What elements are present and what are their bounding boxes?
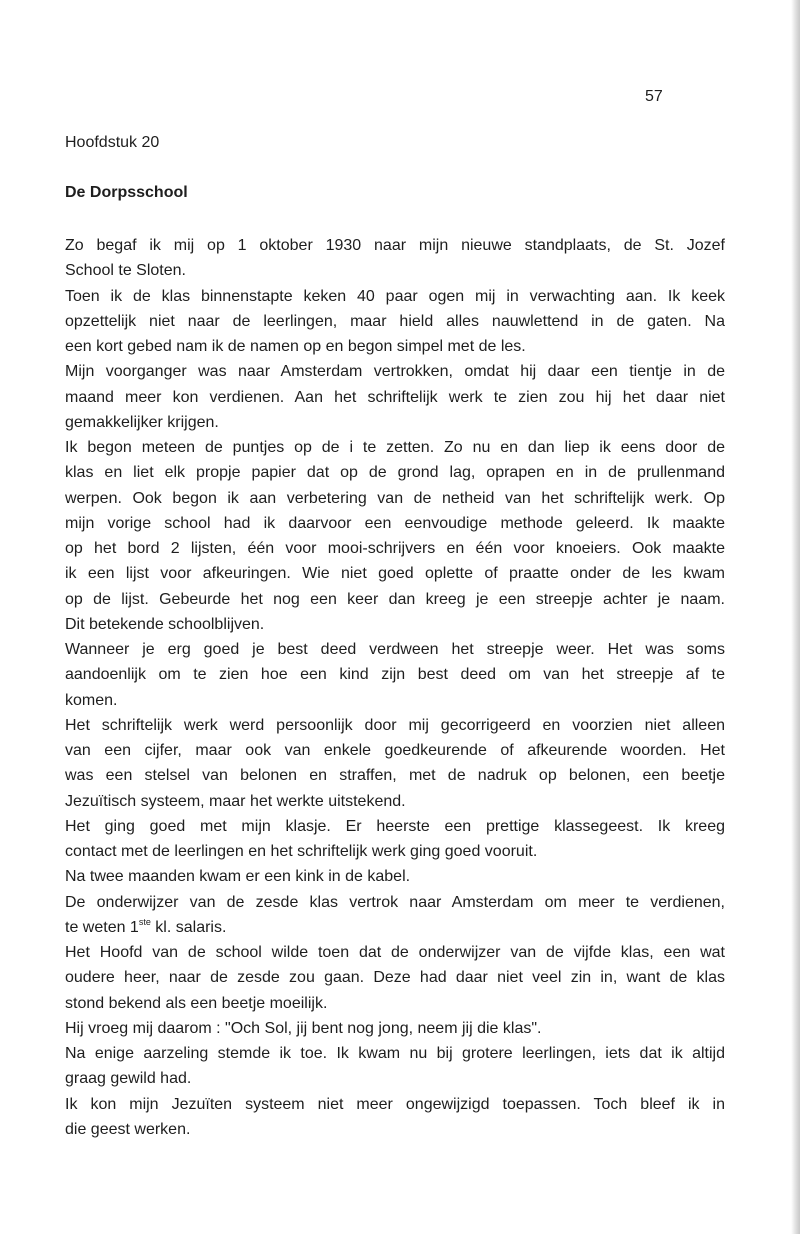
paragraph: [65, 284, 725, 360]
text-line: Hij vroeg mij daarom : "Och Sol, jij bent nog jong, neem jij die klas".: [65, 1019, 542, 1037]
text-line: Ik begon meteen de puntjes op de i te zetten. Zo nu en dan liep ik eens door de: [65, 439, 725, 456]
paragraph: [65, 637, 725, 713]
body-text: [65, 233, 725, 1142]
text-line: op het bord 2 lijsten, één voor mooi-schrijvers en één voor knoeiers. Ook maakte: [65, 540, 725, 557]
text-line: was een stelsel van belonen en straffen, met de nadruk op belonen, een beetje: [65, 767, 725, 785]
paragraph: [65, 435, 725, 637]
text-line: contact met de leerlingen en het schriftelijk werk ging goed vooruit.: [65, 843, 538, 860]
paragraph: [65, 814, 725, 865]
text-line: Het schriftelijk werk werd persoonlijk door mij gecorrigeerd en voorzien niet alleen: [65, 716, 725, 734]
text-line: werpen. Ook begon ik aan verbetering van de netheid van het schriftelijk werk. Op: [65, 489, 725, 507]
text-line: op de lijst. Gebeurde het nog een keer dan kreeg je een streepje achter je naam.: [65, 590, 725, 608]
text-line: mijn vorige school had ik daarvoor een eenvoudige methode geleerd. Ik maakte: [65, 514, 725, 532]
text-line: van een cijfer, maar ook van enkele goedkeurende of afkeurende woorden. Het: [65, 742, 725, 759]
chapter-heading: Hoofdstuk 20: [65, 134, 160, 151]
text-line: aandoenlijk om te zien hoe een kind zijn best deed om van het streepje af te: [65, 666, 725, 684]
paragraph: [65, 864, 725, 889]
paragraph: [65, 233, 725, 284]
text-line: Het ging goed met mijn klasje. Er heerste een prettige klassegeest. Ik kreeg: [65, 817, 725, 835]
page-number: 57: [645, 88, 663, 105]
text-line: Het Hoofd van de school wilde toen dat de onderwijzer van de vijfde klas, een wat: [65, 944, 725, 961]
text-line: Dit betekende schoolblijven.: [65, 615, 265, 633]
text-line: Jezuïtisch systeem, maar het werkte uitstekend.: [65, 792, 406, 810]
paragraph: [65, 359, 725, 435]
text-line: oudere heer, naar de zesde zou gaan. Deze had daar niet veel zin in, want de klas: [65, 969, 725, 987]
section-title: De Dorpsschool: [65, 184, 188, 201]
text-line: [65, 915, 725, 940]
text-line: Ik kon mijn Jezuïten systeem niet meer ongewijzigd toepassen. Toch bleef ik in: [65, 1095, 725, 1113]
text-line: gemakkelijker krijgen.: [65, 413, 219, 431]
text-segment: te weten 1: [65, 918, 139, 936]
text-line: die geest werken.: [65, 1120, 191, 1138]
text-line: graag gewild had.: [65, 1070, 192, 1088]
superscript: ste: [138, 916, 151, 927]
text-line: Toen ik de klas binnenstapte keken 40 paar ogen mij in verwachting aan. Ik keek: [65, 287, 725, 305]
text-line: Zo begaf ik mij op 1 oktober 1930 naar mijn nieuwe standplaats, de St. Jozef: [65, 237, 725, 254]
paragraph: [65, 890, 725, 941]
text-line: Na twee maanden kwam er een kink in de kabel.: [65, 868, 411, 886]
text-line: opzettelijk niet naar de leerlingen, maar hield alles nauwlettend in de gaten. Na: [65, 312, 725, 330]
text-line: Na enige aarzeling stemde ik toe. Ik kwam nu bij grotere leerlingen, iets dat ik altijd: [65, 1045, 725, 1062]
paragraph: [65, 1016, 725, 1041]
text-line: komen.: [65, 691, 118, 709]
paragraph: [65, 713, 725, 814]
text-line: maand meer kon verdienen. Aan het schriftelijk werk te zien zou hij het daar niet: [65, 388, 725, 406]
paragraph: [65, 1041, 725, 1092]
text-line: School te Sloten.: [65, 262, 186, 280]
paragraph: [65, 1092, 725, 1143]
text-line: De onderwijzer van de zesde klas vertrok naar Amsterdam om meer te verdienen,: [65, 893, 725, 911]
text-line: Wanneer je erg goed je best deed verdween het streepje weer. Het was soms: [65, 641, 725, 658]
text-line: klas en liet elk propje papier dat op de grond lag, oprapen en in de prullenmand: [65, 464, 725, 482]
text-line: een kort gebed nam ik de namen op en begon simpel met de les.: [65, 338, 526, 355]
page-edge-shadow: [791, 0, 800, 1234]
text-line: ik een lijst voor afkeuringen. Wie niet goed oplette of praatte onder de les kwam: [65, 565, 725, 583]
text-line: Mijn voorganger was naar Amsterdam vertrokken, omdat hij daar een tientje in de: [65, 363, 725, 381]
text-segment: kl. salaris.: [150, 918, 227, 936]
text-line: stond bekend als een beetje moeilijk.: [65, 994, 328, 1012]
paragraph: [65, 940, 725, 1016]
